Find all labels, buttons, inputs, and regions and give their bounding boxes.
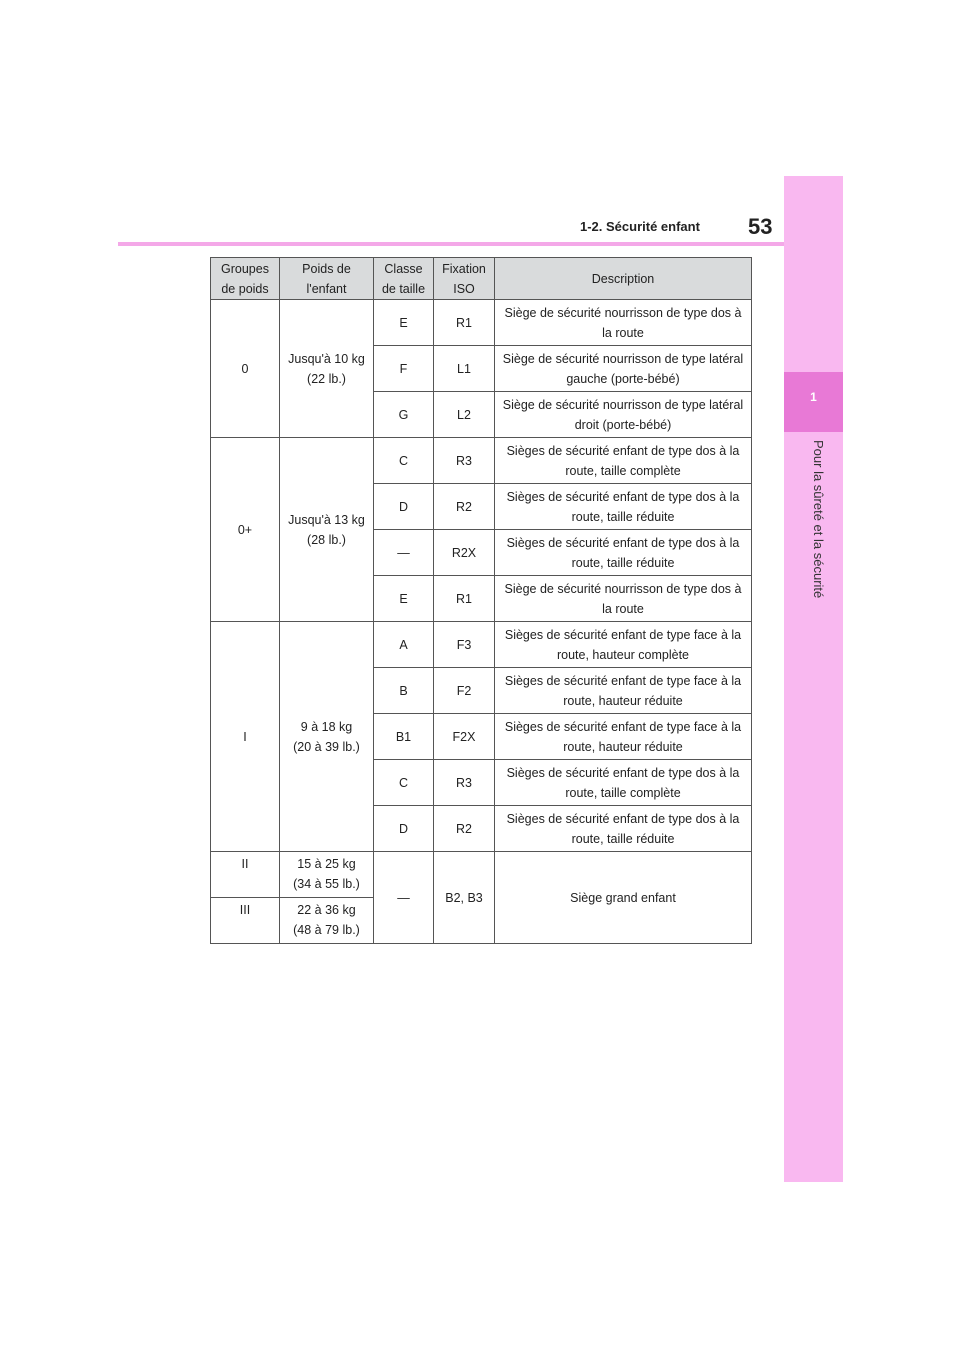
iso-fixture-cell: B2, B3 <box>434 852 495 944</box>
description-cell: Sièges de sécurité enfant de type dos à la route, taille réduite <box>495 806 752 852</box>
description-cell: Sièges de sécurité enfant de type face à la route, hauteur réduite <box>495 668 752 714</box>
description-cell: Siège de sécurité nourrisson de type dos à la route <box>495 576 752 622</box>
table-header-row <box>211 258 752 300</box>
size-class-cell: F <box>374 346 434 392</box>
description-cell: Siège grand enfant <box>495 852 752 944</box>
size-class-cell: B1 <box>374 714 434 760</box>
description-cell: Sièges de sécurité enfant de type dos à la route, taille réduite <box>495 530 752 576</box>
weight-group-cell: III <box>211 898 280 944</box>
weight-group-cell: 0 <box>211 300 280 438</box>
child-weight-cell: Jusqu'à 13 kg (28 lb.) <box>280 438 374 622</box>
iso-fixture-cell: F2 <box>434 668 495 714</box>
header-child-weight: Poids de l'enfant <box>280 258 374 300</box>
description-cell: Siège de sécurité nourrisson de type dos à la route <box>495 300 752 346</box>
child-seat-table <box>210 257 752 944</box>
chapter-label: Pour la sûreté et la sécurité <box>811 440 826 599</box>
child-weight-cell: 9 à 18 kg (20 à 39 lb.) <box>280 622 374 852</box>
page-number: 53 <box>748 214 773 239</box>
weight-group-cell: 0+ <box>211 438 280 622</box>
table-row <box>211 852 752 898</box>
size-class-cell: — <box>374 852 434 944</box>
iso-fixture-cell: L1 <box>434 346 495 392</box>
description-cell: Siège de sécurité nourrisson de type latéral gauche (porte-bébé) <box>495 346 752 392</box>
size-class-cell: C <box>374 438 434 484</box>
size-class-cell: D <box>374 484 434 530</box>
description-cell: Siège de sécurité nourrisson de type latéral droit (porte-bébé) <box>495 392 752 438</box>
size-class-cell: B <box>374 668 434 714</box>
child-weight-cell: 22 à 36 kg (48 à 79 lb.) <box>280 898 374 944</box>
child-weight-cell: Jusqu'à 10 kg (22 lb.) <box>280 300 374 438</box>
description-cell: Sièges de sécurité enfant de type dos à la route, taille complète <box>495 760 752 806</box>
iso-fixture-cell: R1 <box>434 300 495 346</box>
child-weight-cell: 15 à 25 kg (34 à 55 lb.) <box>280 852 374 898</box>
description-cell: Sièges de sécurité enfant de type dos à la route, taille complète <box>495 438 752 484</box>
size-class-cell: E <box>374 576 434 622</box>
iso-fixture-cell: R3 <box>434 760 495 806</box>
side-chapter-tab <box>784 176 843 1182</box>
section-title: 1-2. Sécurité enfant <box>580 219 700 234</box>
iso-fixture-cell: F2X <box>434 714 495 760</box>
table-row <box>211 622 752 668</box>
header-iso-fixture: Fixation ISO <box>434 258 495 300</box>
header-description: Description <box>495 258 752 300</box>
header-rule <box>118 242 784 246</box>
iso-fixture-cell: R3 <box>434 438 495 484</box>
size-class-cell: A <box>374 622 434 668</box>
description-cell: Sièges de sécurité enfant de type face à la route, hauteur réduite <box>495 714 752 760</box>
table-row <box>211 300 752 346</box>
iso-fixture-cell: R1 <box>434 576 495 622</box>
iso-fixture-cell: F3 <box>434 622 495 668</box>
size-class-cell: E <box>374 300 434 346</box>
iso-fixture-cell: R2 <box>434 484 495 530</box>
header-size-class: Classe de taille <box>374 258 434 300</box>
chapter-number: 1 <box>810 390 817 404</box>
table-row <box>211 438 752 484</box>
size-class-cell: G <box>374 392 434 438</box>
description-cell: Sièges de sécurité enfant de type dos à la route, taille réduite <box>495 484 752 530</box>
size-class-cell: C <box>374 760 434 806</box>
description-cell: Sièges de sécurité enfant de type face à la route, hauteur complète <box>495 622 752 668</box>
size-class-cell: D <box>374 806 434 852</box>
weight-group-cell: I <box>211 622 280 852</box>
iso-fixture-cell: L2 <box>434 392 495 438</box>
size-class-cell: — <box>374 530 434 576</box>
iso-fixture-cell: R2 <box>434 806 495 852</box>
header-weight-group: Groupes de poids <box>211 258 280 300</box>
iso-fixture-cell: R2X <box>434 530 495 576</box>
weight-group-cell: II <box>211 852 280 898</box>
